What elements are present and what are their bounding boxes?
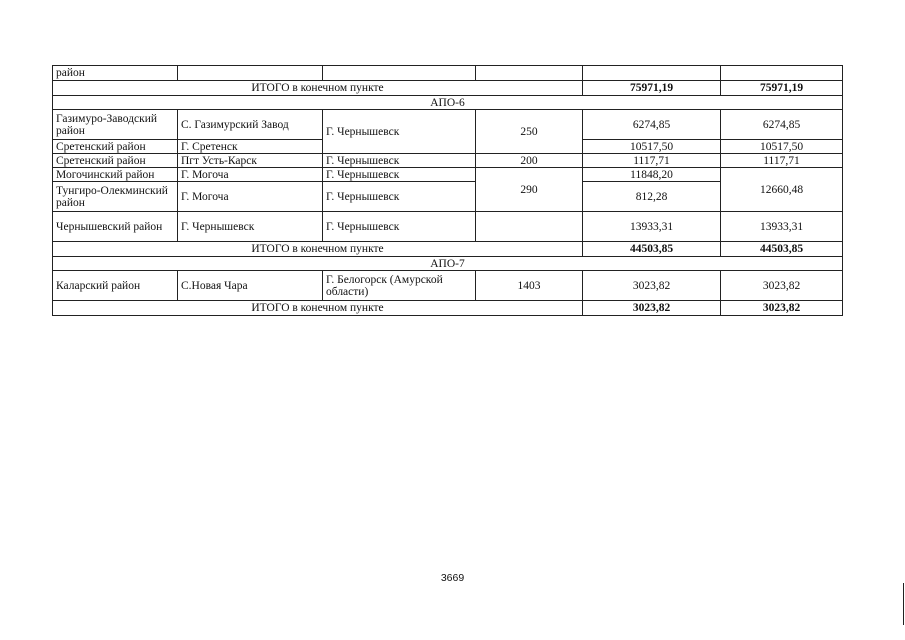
distance-cell <box>476 212 583 242</box>
value1-cell: 812,28 <box>583 182 721 212</box>
table-row <box>53 168 843 182</box>
page-edge-line <box>903 583 904 625</box>
section-header-row <box>53 257 843 271</box>
section-title: АПО-6 <box>53 96 843 110</box>
page-number: 3669 <box>440 572 465 584</box>
total-label: ИТОГО в конечном пункте <box>53 301 583 316</box>
settlement-cell: С.Новая Чара <box>178 271 323 301</box>
value2-cell: 12660,48 <box>721 168 843 212</box>
point-cell: Г. Чернышевск <box>323 212 476 242</box>
total-value2: 44503,85 <box>721 242 843 257</box>
table-row <box>53 154 843 168</box>
value1-cell <box>583 66 721 81</box>
value2-cell: 3023,82 <box>721 271 843 301</box>
value1-cell: 10517,50 <box>583 140 721 154</box>
total-value2: 3023,82 <box>721 301 843 316</box>
district-cell: Газимуро-Заводский район <box>53 110 178 140</box>
table-row <box>53 212 843 242</box>
distance-cell <box>476 66 583 81</box>
district-cell: Каларский район <box>53 271 178 301</box>
point-cell: Г. Чернышевск <box>323 168 476 182</box>
value1-cell: 3023,82 <box>583 271 721 301</box>
value2-cell: 6274,85 <box>721 110 843 140</box>
distance-cell: 290 <box>476 168 583 212</box>
settlement-cell: Г. Чернышевск <box>178 212 323 242</box>
total-value2: 75971,19 <box>721 81 843 96</box>
value1-cell: 1117,71 <box>583 154 721 168</box>
district-cell: Чернышевский район <box>53 212 178 242</box>
value2-cell: 10517,50 <box>721 140 843 154</box>
total-value1: 3023,82 <box>583 301 721 316</box>
distance-cell: 250 <box>476 110 583 154</box>
total-label: ИТОГО в конечном пункте <box>53 81 583 96</box>
district-cell: Сретенский район <box>53 154 178 168</box>
settlement-cell: С. Газимурский Завод <box>178 110 323 140</box>
district-cell: Сретенский район <box>53 140 178 154</box>
value1-cell: 6274,85 <box>583 110 721 140</box>
total-row <box>53 81 843 96</box>
settlement-cell: Г. Могоча <box>178 182 323 212</box>
value2-cell: 1117,71 <box>721 154 843 168</box>
district-cell: Могочинский район <box>53 168 178 182</box>
total-row <box>53 242 843 257</box>
point-cell <box>323 66 476 81</box>
table-row <box>53 66 843 81</box>
table-row <box>53 110 843 140</box>
settlement-cell <box>178 66 323 81</box>
value1-cell: 11848,20 <box>583 168 721 182</box>
cargo-table <box>52 65 843 316</box>
total-value1: 75971,19 <box>583 81 721 96</box>
point-cell: Г. Чернышевск <box>323 110 476 154</box>
settlement-cell: Г. Могоча <box>178 168 323 182</box>
distance-cell: 1403 <box>476 271 583 301</box>
table-row <box>53 271 843 301</box>
value2-cell <box>721 66 843 81</box>
settlement-cell: Г. Сретенск <box>178 140 323 154</box>
point-cell: Г. Чернышевск <box>323 182 476 212</box>
point-cell: Г. Чернышевск <box>323 154 476 168</box>
section-title: АПО-7 <box>53 257 843 271</box>
distance-cell: 200 <box>476 154 583 168</box>
total-label: ИТОГО в конечном пункте <box>53 242 583 257</box>
district-cell: район <box>53 66 178 81</box>
section-header-row <box>53 96 843 110</box>
settlement-cell: Пгт Усть-Карск <box>178 154 323 168</box>
value1-cell: 13933,31 <box>583 212 721 242</box>
value2-cell: 13933,31 <box>721 212 843 242</box>
point-cell: Г. Белогорск (Амурской области) <box>323 271 476 301</box>
total-row <box>53 301 843 316</box>
total-value1: 44503,85 <box>583 242 721 257</box>
district-cell: Тунгиро-Олекминский район <box>53 182 178 212</box>
